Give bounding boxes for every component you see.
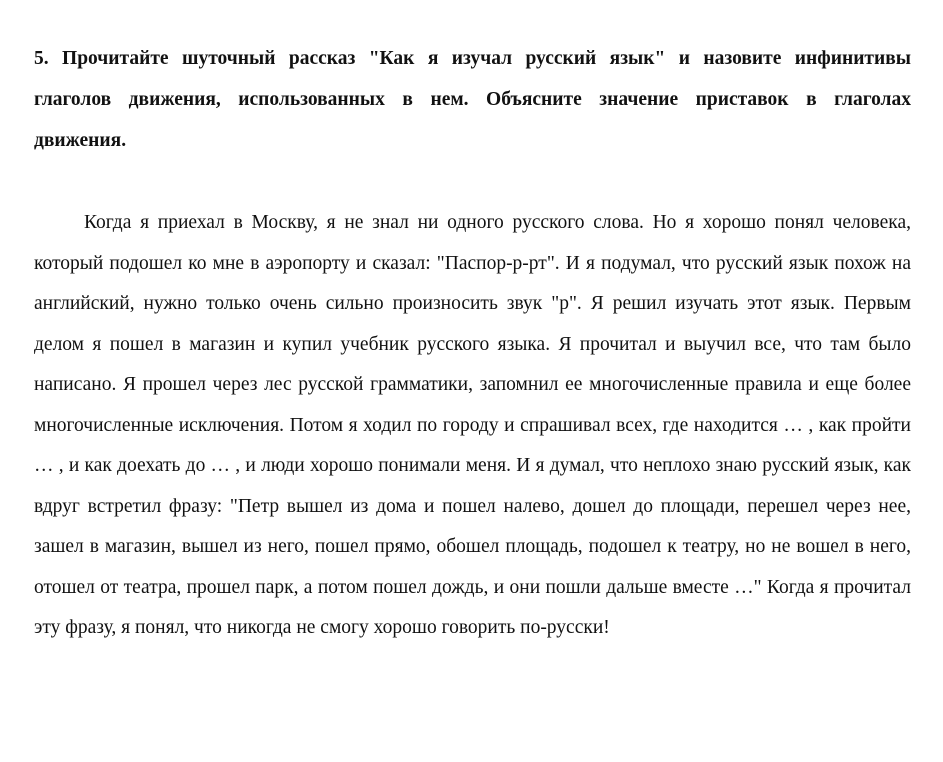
exercise-instruction: Прочитайте шуточный рассказ "Как я изучал русский язык" и назовите инфинитивы глаголов движения, использованных в нем. Объясните значение приставок в глаголах движения. [34, 48, 911, 151]
exercise-number: 5. [34, 48, 49, 69]
exercise-task [34, 38, 911, 161]
story-paragraph: Когда я приехал в Москву, я не знал ни одного русского слова. Но я хорошо понял человека, который подошел ко мне в аэропорту и сказал: "Паспор-р-рт". И я подумал, что русский язык похож на английский, нужно только очень сильно произносить звук "р". Я решил изучать этот язык. Первым делом я пошел в магазин и купил учебник русского языка. Я прочитал и выучил все, что там было написано. Я прошел через лес русской грамматики, запомнил ее многочисленные правила и еще более многочисленные исключения. Потом я ходил по городу и спрашивал всех, где находится … , как пройти … , и как доехать до … , и люди хорошо понимали меня. И я думал, что неплохо знаю русский язык, как вдруг встретил фразу: "Петр вышел из дома и пошел налево, дошел до площади, перешел через нее, зашел в магазин, вышел из него, пошел прямо, обошел площадь, подошел к театру, но не вошел в него, отошел от театра, прошел парк, а потом пошел дождь, и они пошли дальше вместе …" Когда я прочитал эту фразу, я понял, что никогда не смогу хорошо говорить по-русски! [34, 212, 911, 638]
